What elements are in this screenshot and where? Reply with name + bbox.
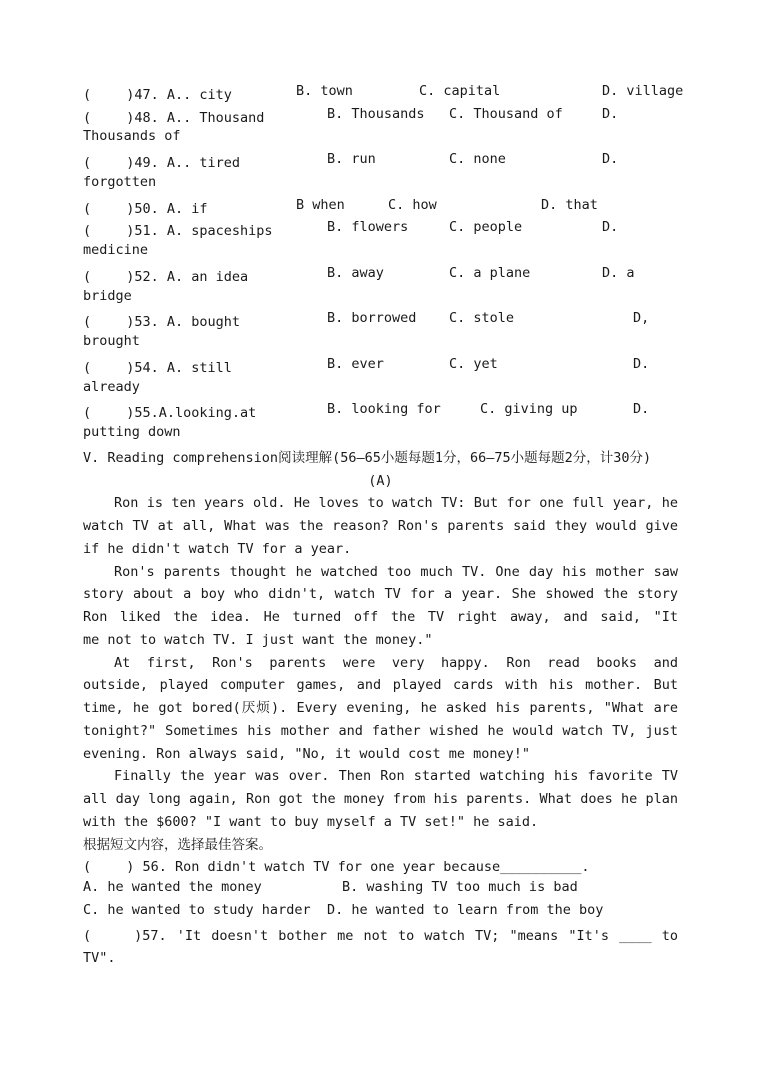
- q47-option-d: D. village: [602, 83, 684, 99]
- q53-option-c: C. stole: [449, 310, 515, 326]
- q53-option-d-text: brought: [83, 333, 140, 349]
- q51-option-d: D.: [602, 219, 619, 235]
- q55-option-d: D.: [633, 401, 650, 417]
- q52-option-a: ( )52. A. an idea: [83, 269, 249, 285]
- q57-stem: ( )57. 'It doesn't bother me not to watch TV; "means "It's ____ to: [83, 928, 678, 944]
- q50-option-d: D. that: [541, 197, 598, 213]
- passage-line: time, he got bored(厌烦). Every evening, he asked his parents, "What are: [83, 700, 678, 716]
- q49-option-b: B. run: [327, 151, 376, 167]
- q50-option-b: B when: [296, 197, 345, 213]
- q52-option-b: B. away: [327, 265, 384, 281]
- q53-option-d: D,: [633, 310, 650, 326]
- q47-option-a: ( )47. A.. city: [83, 87, 232, 103]
- q48-option-d-text: Thousands of: [83, 128, 181, 144]
- q57-stem-wrap: TV".: [83, 950, 116, 966]
- q55-option-a: ( )55.A.looking.at: [83, 405, 257, 421]
- passage-line: tonight?" Sometimes his mother and father wished he would watch TV, just: [83, 723, 678, 739]
- passage-line: Ron's parents thought he watched too much TV. One day his mother saw: [114, 564, 678, 580]
- passage-line: all day long again, Ron got the money from his parents. What does he plan: [83, 791, 678, 807]
- passage-line: me not to watch TV. I just want the money.": [83, 632, 433, 648]
- q56-option-c: C. he wanted to study harder: [83, 902, 311, 918]
- q54-option-d: D.: [633, 356, 650, 372]
- q52-option-c: C. a plane: [449, 265, 531, 281]
- passage-line: outside, played computer games, and played cards with his mother. But: [83, 677, 678, 693]
- instruction: 根据短文内容，选择最佳答案。: [83, 837, 272, 853]
- q55-option-d-text: putting down: [83, 424, 181, 440]
- passage-line: Ron is ten years old. He loves to watch TV: But for one full year, he: [114, 495, 678, 511]
- q48-option-c: C. Thousand of: [449, 106, 563, 122]
- q53-option-b: B. borrowed: [327, 310, 417, 326]
- passage-line: Finally the year was over. Then Ron started watching his favorite TV: [114, 768, 678, 784]
- q51-option-c: C. people: [449, 219, 523, 235]
- q51-option-d-text: medicine: [83, 242, 149, 258]
- q49-option-a: ( )49. A.. tired: [83, 155, 241, 171]
- q47-option-c: C. capital: [419, 83, 501, 99]
- q51-option-a: ( )51. A. spaceships: [83, 223, 273, 239]
- passage-line: At first, Ron's parents were very happy. Ron read books and: [114, 655, 678, 671]
- passage-line: Ron liked the idea. He turned off the TV right away, and said, "It: [83, 609, 678, 625]
- q49-option-c: C. none: [449, 151, 506, 167]
- q54-option-b: B. ever: [327, 356, 384, 372]
- q53-option-a: ( )53. A. bought: [83, 314, 241, 330]
- passage-label: (A): [368, 473, 393, 489]
- q50-option-c: C. how: [388, 197, 437, 213]
- q50-option-a: ( )50. A. if: [83, 201, 208, 217]
- q54-option-c: C. yet: [449, 356, 498, 372]
- passage-line: watch TV at all, What was the reason? Ron's parents said they would give: [83, 518, 678, 534]
- q56-stem: ( ) 56. Ron didn't watch TV for one year because__________.: [83, 859, 590, 875]
- q56-option-a: A. he wanted the money: [83, 879, 262, 895]
- q47-option-b: B. town: [296, 83, 353, 99]
- q48-option-d: D.: [602, 106, 619, 122]
- q55-option-c: C. giving up: [480, 401, 578, 417]
- passage-line: if he didn't watch TV for a year.: [83, 541, 352, 557]
- section-heading: V. Reading comprehension阅读理解(56—65小题每题1分，66—75小题每题2分，计30分): [83, 450, 652, 466]
- q56-option-d: D. he wanted to learn from the boy: [327, 902, 604, 918]
- q51-option-b: B. flowers: [327, 219, 409, 235]
- passage-line: evening. Ron always said, "No, it would cost me money!": [83, 746, 531, 762]
- q49-option-d-text: forgotten: [83, 174, 157, 190]
- q56-option-b: B. washing TV too much is bad: [342, 879, 578, 895]
- passage-line: with the $600? "I want to buy myself a TV set!" he said.: [83, 814, 539, 830]
- q48-option-b: B. Thousands: [327, 106, 425, 122]
- q55-option-b: B. looking for: [327, 401, 441, 417]
- passage-line: story about a boy who didn't, watch TV for a year. She showed the story: [83, 586, 678, 602]
- q52-option-d-text: bridge: [83, 288, 132, 304]
- q48-option-a: ( )48. A.. Thousand: [83, 110, 265, 126]
- q49-option-d: D.: [602, 151, 619, 167]
- q54-option-d-text: already: [83, 379, 140, 395]
- q52-option-d: D. a: [602, 265, 635, 281]
- q54-option-a: ( )54. A. still: [83, 360, 232, 376]
